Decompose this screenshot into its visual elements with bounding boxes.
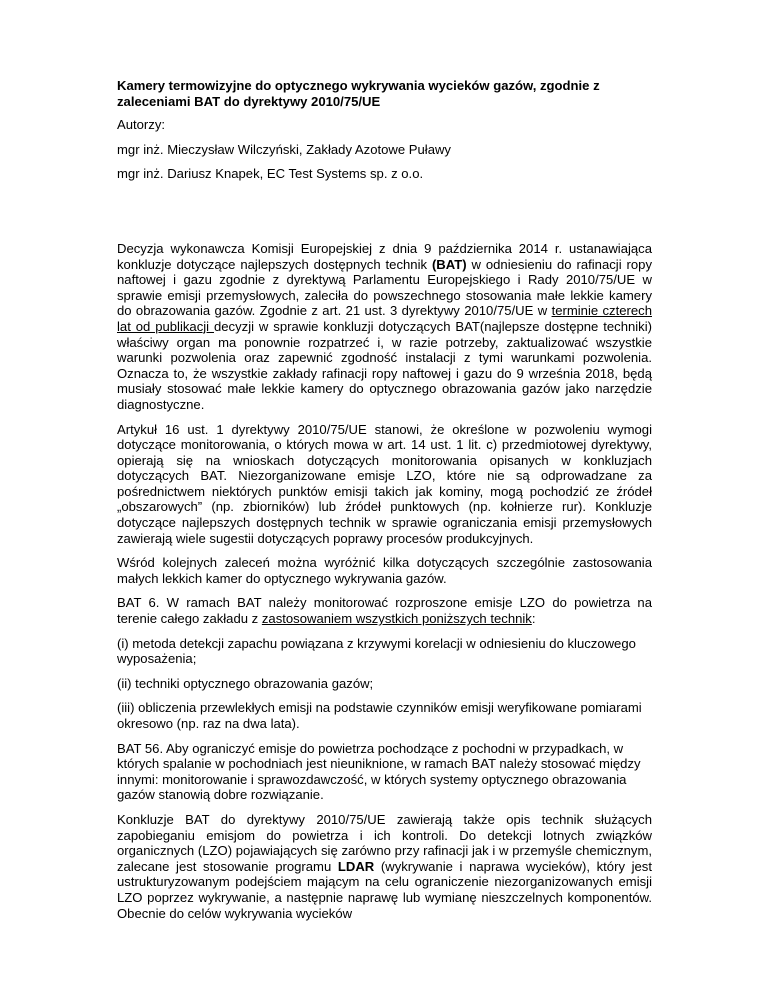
paragraph-recommendations: Wśród kolejnych zaleceń można wyróżnić kilka dotyczących szczególnie zastosowania małych lekkich kamer do optycznego wykrywania gazów. — [117, 555, 652, 586]
deadline-underline: terminie czterech lat od publikacji — [117, 303, 652, 334]
paragraph-bat-56: BAT 56. Aby ograniczyć emisje do powietrza pochodzące z pochodni w przypadkach, w których spalanie w pochodniach jest nieuniknione, w ramach BAT należy stosować między innymi: monitorowanie i sprawozdawczość, w których systemy optycznego obrazowania gazów stanowią dobre rozwiązanie. — [117, 740, 641, 803]
bat-bold: (BAT) — [431, 256, 467, 272]
author-2: mgr inż. Dariusz Knapek, EC Test Systems sp. z o.o. — [117, 166, 424, 182]
paragraph-decision-text-a: Decyzja wykonawcza Komisji Europejskiej z dnia 9 października 2014 r. ustanawiająca konkluzje dotyczące najlepszych dostępnych technik — [117, 240, 652, 272]
list-item-i: (i) metoda detekcji zapachu powiązana z krzywymi korelacji w odniesieniu do kluczowego wyposażenia; — [117, 635, 636, 667]
ldar-bold: LDAR — [337, 858, 375, 874]
paragraph-decision-text-e: decyzji w sprawie konkluzji dotyczących BAT(najlepsze dostępne techniki) właściwy organ ma ponownie rozpatrzeć i, w razie potrzeby, zaktualizować wszystkie warunki pozwolenia oraz zapewnić zgodność instalacji z tymi warunkami pozwolenia. Oznacza to, że wszystkie zakłady rafinacji ropy naftowej i gazu do 9 września 2018, będą musiały stosować małe lekkie kamery do optycznego obrazowania gazów jako narzędzie diagnostyczne. — [117, 318, 652, 412]
paragraph-decision-text-c: w odniesieniu do rafinacji ropy naftowej i gazu zgodnie z dyrektywą Parlamentu Europejskiego i Rady 2010/75/UE w sprawie emisji przemysłowych, zaleciła do powszechnego stosowania małe lekkie kamery do obrazowania gazów. Zgodnie z art. 21 ust. 3 dyrektywy 2010/75/UE w — [117, 256, 652, 319]
spacer — [117, 191, 652, 241]
authors-label: Autorzy: — [117, 117, 166, 133]
list-item-iii: (iii) obliczenia przewlekłych emisji na podstawie czynników emisji weryfikowane pomiarami okresowo (np. raz na dwa lata). — [117, 700, 642, 731]
paragraph-bat-6 — [117, 595, 652, 626]
paragraph-bat-6-text-c: : — [531, 611, 536, 627]
paragraph-ldar-text-a: Konkluzje BAT do dyrektywy 2010/75/UE zawierają także opis technik służących zapobieganiu emisjom do powietrza i ich kontroli. Do detekcji lotnych związków organicznych (LZO) pojawiających się zarówno przy rafinacji jak i w przemyśle chemicznym, zalecane jest stosowanie programu — [117, 811, 652, 874]
paragraph-ldar — [117, 812, 652, 921]
techniques-underline: zastosowaniem wszystkich poniższych technik — [261, 611, 532, 627]
paragraph-decision — [117, 241, 652, 413]
paragraph-article-16: Artykuł 16 ust. 1 dyrektywy 2010/75/UE stanowi, że określone w pozwoleniu wymogi dotyczące monitorowania, o których mowa w art. 14 ust. 1 lit. c) przedmiotowej dyrektywy, opierają się na wnioskach dotyczących monitorowania opisanych w konkluzjach dotyczących BAT. Niezorganizowane emisje LZO, które nie są odprowadzane za pośrednictwem niektórych punktów emisji takich jak kominy, mogą pochodzić ze źródeł „obszarowych” (np. zbiorników) lub źródeł punktowych (np. kołnierze rur). Konkluzje dotyczące najlepszych dostępnych technik w sprawie ograniczania emisji przemysłowych zawierają wiele sugestii dotyczących poprawy procesów produkcyjnych. — [117, 421, 652, 546]
author-1: mgr inż. Mieczysław Wilczyński, Zakłady Azotowe Puławy — [117, 141, 451, 157]
list-item-ii: (ii) techniki optycznego obrazowania gazów; — [117, 675, 374, 691]
paragraph-bat-6-text-a: BAT 6. W ramach BAT należy monitorować rozproszone emisje LZO do powietrza na terenie całego zakładu z — [117, 595, 652, 627]
document-title: Kamery termowizyjne do optycznego wykrywania wycieków gazów, zgodnie z zaleceniami BAT do dyrektywy 2010/75/UE — [117, 78, 600, 109]
paragraph-ldar-text-c: (wykrywanie i naprawa wycieków), który jest ustrukturyzowanym podejściem mającym na celu ograniczenie niezorganizowanych emisji LZO poprzez wykrywanie, a następnie naprawę lub wymianę nieszczelnych komponentów. Obecnie do celów wykrywania wycieków — [117, 858, 652, 921]
document-page — [117, 78, 652, 930]
